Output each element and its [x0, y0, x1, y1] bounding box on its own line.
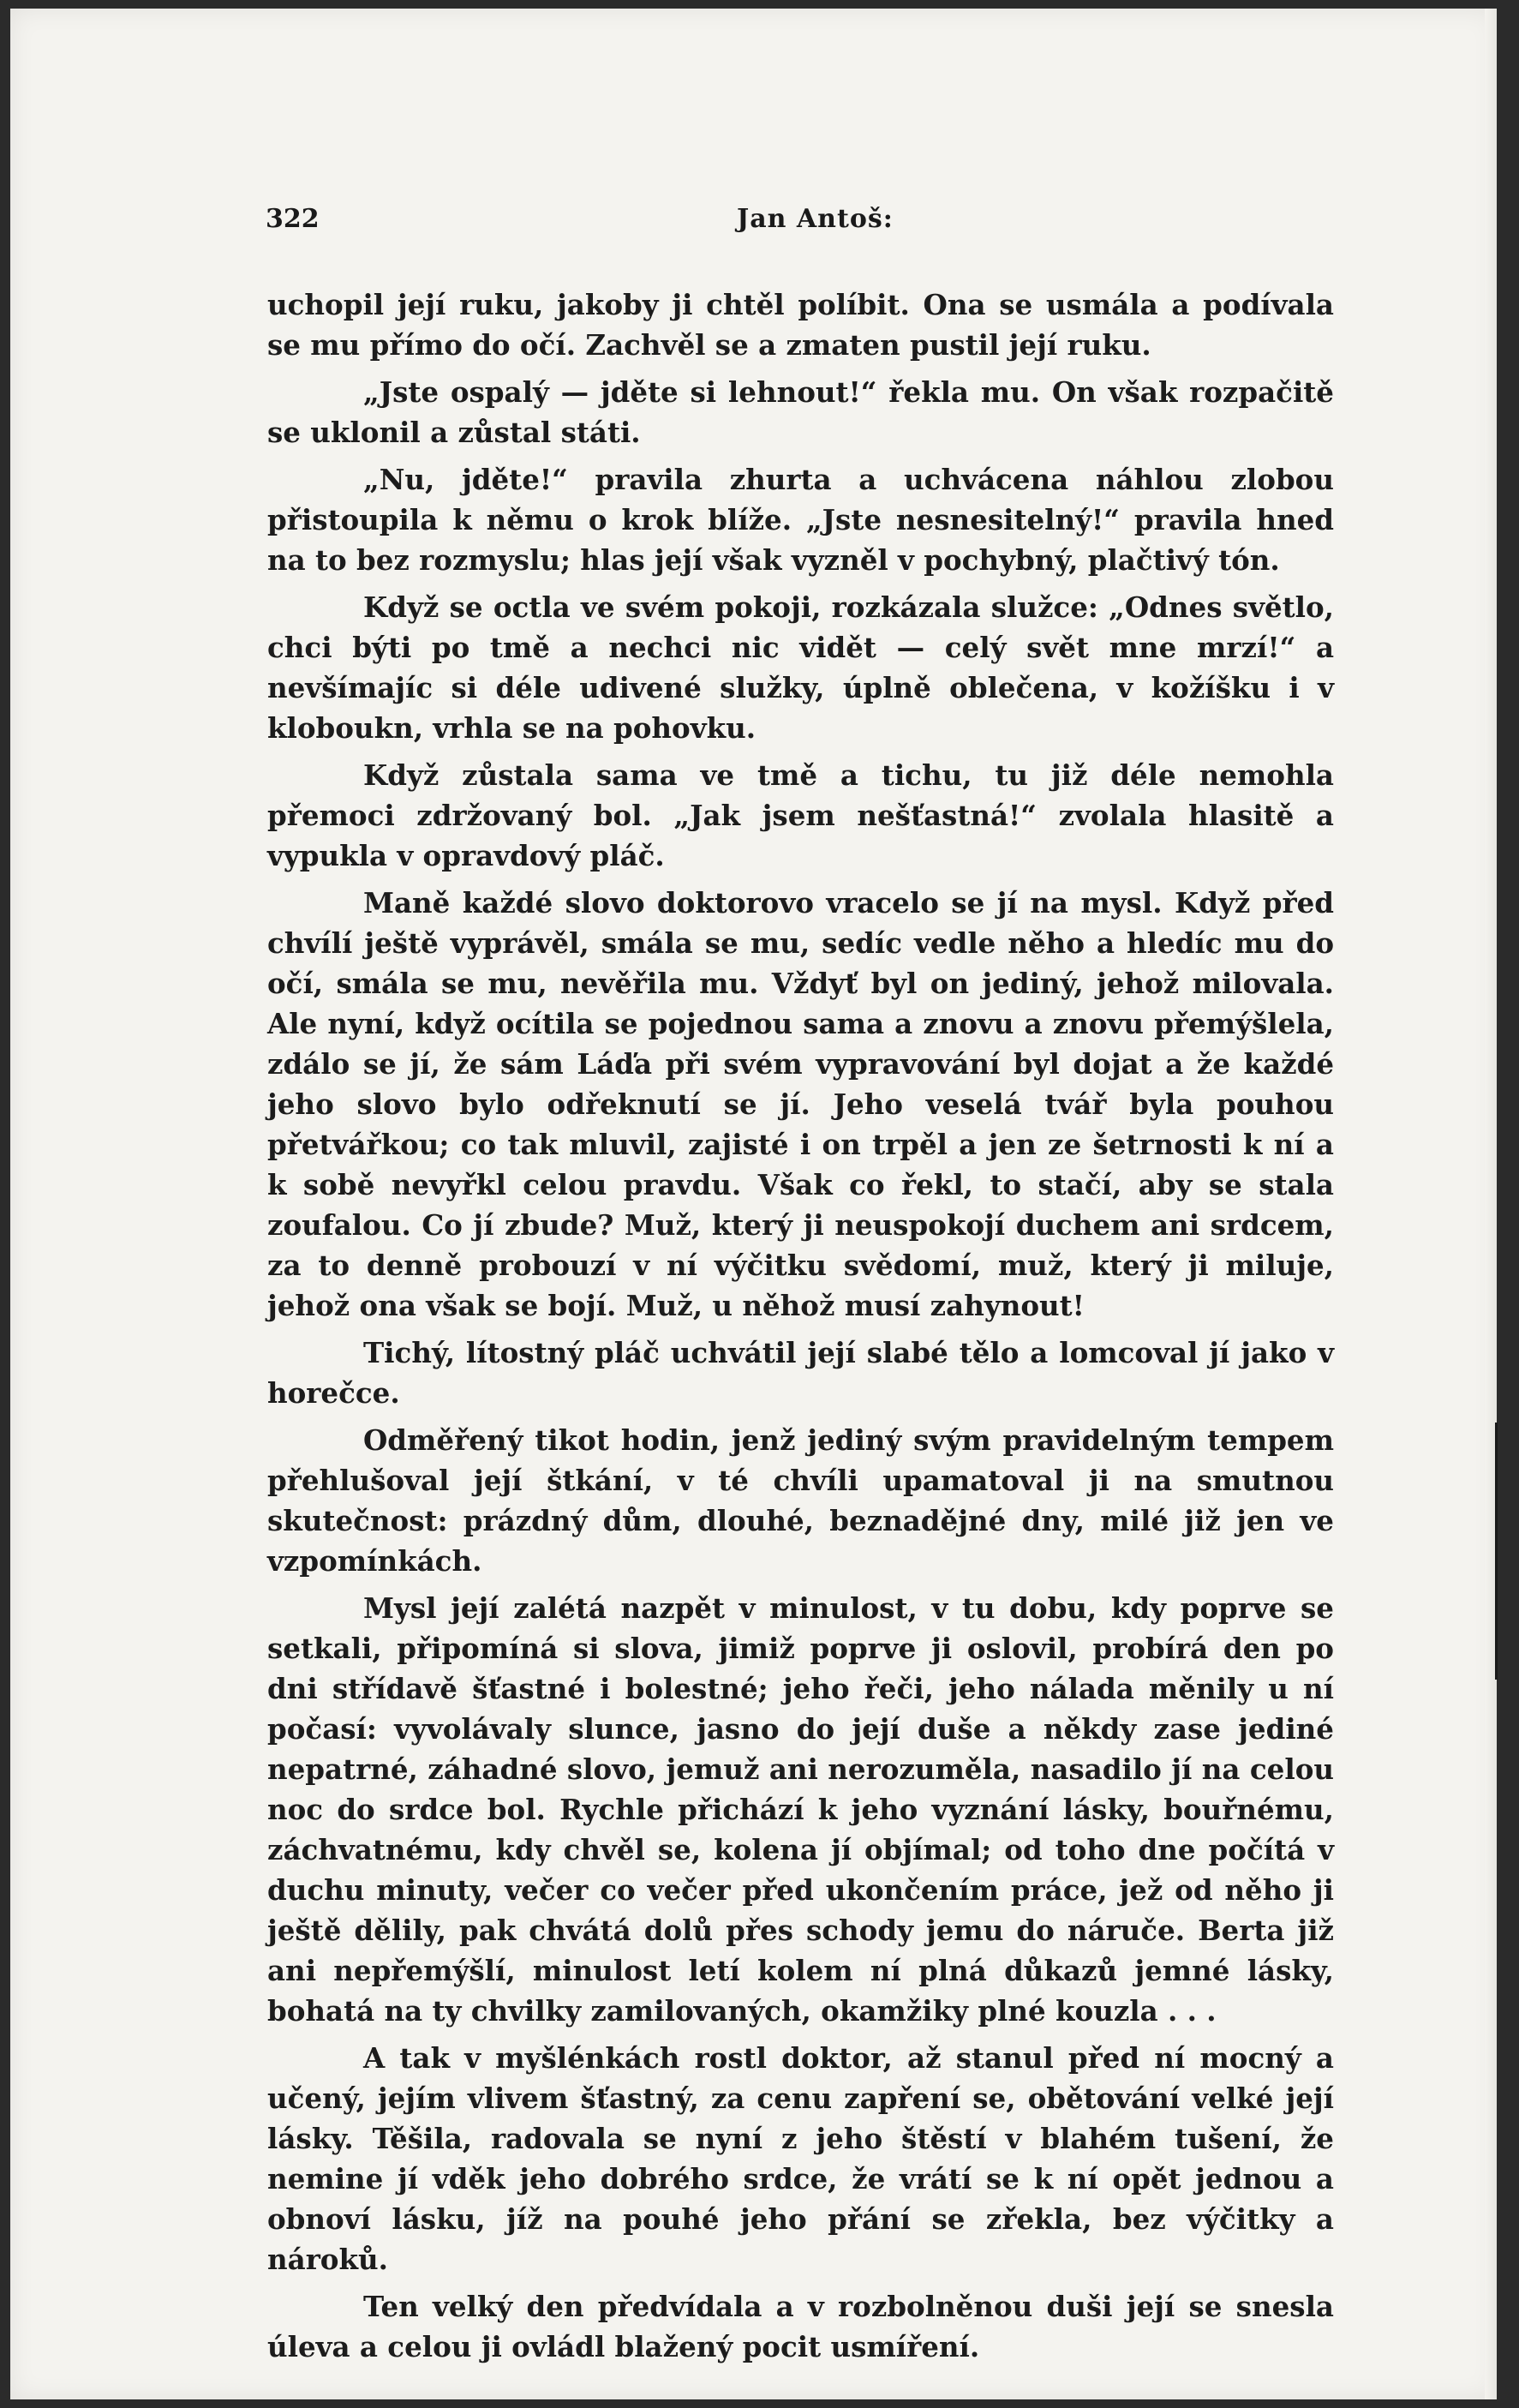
book-page — [10, 9, 1497, 2399]
body-text — [267, 285, 1334, 2374]
running-head: Jan Antoš: — [737, 204, 894, 234]
paragraph: Když zůstala sama ve tmě a tichu, tu již déle nemohla přemoci zdržovaný bol. „Jak jsem nešťastná!“ zvolala hlasitě a vypukla v opravdový pláč. — [267, 758, 1334, 872]
paragraph: Odměřený tikot hodin, jenž jediný svým pravidelným tempem přehlušoval její štkání, v té chvíli upamatoval ji na smutnou skutečnost: prázdný dům, dlouhé, beznadějné dny, milé již jen ve vzpomínkách. — [267, 1423, 1334, 1578]
page-header — [266, 204, 1277, 238]
page-edge — [1485, 9, 1497, 2399]
paragraph: A tak v myšlénkách rostl doktor, až stanul před ní mocný a učený, jejím vlivem šťastný, za cenu zapření se, obětování velké její lásky. Těšila, radovala se nyní z jeho štěstí v blahém tušení, že nemine jí vděk jeho dobrého srdce, že vrátí se k ní opět jednou a obnoví lásku, jíž na pouhé jeho přání se zřekla, bez výčitky a nároků. — [267, 2041, 1334, 2276]
paragraph: Když se octla ve svém pokoji, rozkázala služce: „Odnes světlo, chci býti po tmě a nechci nic vidět — celý svět mne mrzí!“ a nevšímajíc si déle udivené služky, úplně oblečena, v kožíšku i v kloboukn, vrhla se na pohovku. — [267, 590, 1334, 745]
paragraph: Ten velký den předvídala a v rozbolněnou duši její se snesla úleva a celou ji ovládl blažený pocit usmíření. — [267, 2290, 1334, 2363]
paragraph: Mysl její zalétá nazpět v minulost, v tu dobu, kdy poprve se setkali, připomíná si slova, jimiž poprve ji oslovil, probírá den po dni střídavě šťastné i bolestné; jeho řeči, jeho nálada měnily u ní počasí: vyvolávaly slunce, jasno do její duše a někdy zase jediné nepatrné, záhadné slovo, jemuž ani nerozuměla, nasadilo jí na celou noc do srdce bol. Rychle přichází k jeho vyznání lásky, bouřnému, záchvatnému, kdy chvěl se, kolena jí objímal; od toho dne počítá v duchu minuty, večer co večer před ukončením práce, jež od něho ji ještě dělily, pak chvátá dolů přes schody jemu do náruče. Berta již ani nepřemýšlí, minulost letí kolem ní plná důkazů jemné lásky, bohatá na ty chvilky zamilovaných, okamžiky plné kouzla . . . — [267, 1591, 1334, 2028]
paragraph: uchopil její ruku, jakoby ji chtěl políbit. Ona se usmála a podívala se mu přímo do očí. Zachvěl se a zmaten pustil její ruku. — [267, 288, 1334, 362]
paragraph: Tichý, lítostný pláč uchvátil její slabé tělo a lomcoval jí jako v horečce. — [267, 1336, 1334, 1410]
margin-mark — [1495, 1423, 1498, 1680]
paragraph: „Jste ospalý — jděte si lehnout!“ řekla mu. On však rozpačitě se uklonil a zůstal státi. — [267, 375, 1334, 449]
paragraph: „Nu, jděte!“ pravila zhurta a uchvácena náhlou zlobou přistoupila k němu o krok blíže. „Jste nesnesitelný!“ pravila hned na to bez rozmyslu; hlas její však vyzněl v pochybný, plačtivý tón. — [267, 463, 1334, 577]
page-number: 322 — [266, 204, 320, 234]
paragraph: Maně každé slovo doktorovo vracelo se jí na mysl. Když před chvílí ještě vyprávěl, smála se mu, sedíc vedle něho a hledíc mu do očí, smála se mu, nevěřila mu. Vždyť byl on jediný, jehož milovala. Ale nyní, když ocítila se pojednou sama a znovu a znovu přemýšlela, zdálo se jí, že sám Láďa při svém vypravování byl dojat a že každé jeho slovo bylo odřeknutí se jí. Jeho veselá tvář byla pouhou přetvářkou; co tak mluvil, zajisté i on trpěl a jen ze šetrnosti k ní a k sobě nevyřkl celou pravdu. Však co řekl, to stačí, aby se stala zoufalou. Co jí zbude? Muž, který ji neuspokojí duchem ani srdcem, za to denně probouzí v ní výčitku svědomí, muž, který ji miluje, jehož ona však se bojí. Muž, u něhož musí zahynout! — [267, 886, 1334, 1322]
